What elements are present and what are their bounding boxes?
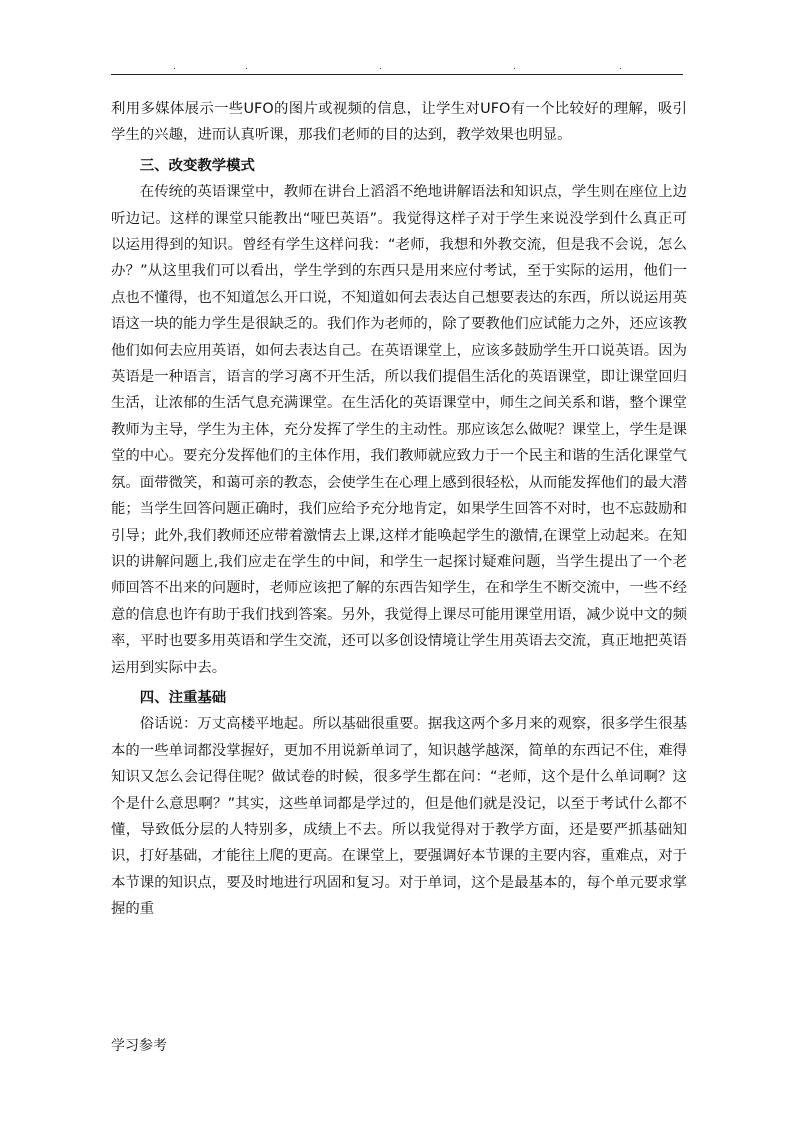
paragraph-teaching-mode: 在传统的英语课堂中，教师在讲台上滔滔不绝地讲解语法和知识点，学生则在座位上边听边记。这样的课堂只能教出“哑巴英语”。我觉得这样子对于学生来说没学到什么真正可以运用得到的知识。曾经有学生这样问我：“老师，我想和外教交流，但是我不会说，怎么办？”从这里我们可以看出，学生学到的东西只是用来应付考试，至于实际的运用，他们一点也不懂得，也不知道怎么开口说，不知道如何去表达自己想要表达的东西，所以说运用英语这一块的能力学生是很缺乏的。我们作为老师的，除了要教他们应试能力之外，还应该教他们如何去应用英语，如何去表达自己。在英语课堂上，应该多鼓励学生开口说英语。因为英语是一种语言，语言的学习离不开生活，所以我们提倡生活化的英语课堂，即让课堂回归生活，让浓郁的生活气息充满课堂。在生活化的英语课堂中，师生之间关系和谐，整个课堂教师为主导，学生为主体，充分发挥了学生的主动性。那应该怎么做呢？课堂上，学生是课堂的中心。要充分发挥他们的主体作用，我们教师就应致力于一个民主和谐的生活化课堂气氛。面带微笑，和蔼可亲的教态，会使学生在心理上感到很轻松，从而能发挥他们的最大潜能；当学生回答问题正确时，我们应给予充分地肯定，如果学生回答不对时，也不忘鼓励和引导；此外,我们教师还应带着激情去上课,这样才能唤起学生的激情,在课堂上动起来。在知识的讲解问题上,我们应走在学生的中间，和学生一起探讨疑难问题，当学生提出了一个老师回答不出来的问题时，老师应该把了解的东西告知学生，在和学生不断交流中，一些不经意的信息也许有助于我们找到答案。另外，我觉得上课尽可能用课堂用语，减少说中文的频率，平时也要多用英语和学生交流，还可以多创设情境让学生用英语去交流，真正地把英语运用到实际中去。	[111, 184, 687, 676]
document-body	[111, 96, 687, 923]
header-dot: .	[619, 62, 622, 72]
header-dot: .	[173, 62, 176, 72]
section-heading-3: 三、改变教学模式	[139, 157, 255, 174]
paragraph-basics: 俗话说：万丈高楼平地起。所以基础很重要。据我这两个多月来的观察，很多学生很基本的一些单词都没掌握好，更加不用说新单词了，知识越学越深，简单的东西记不住，难得知识又怎么会记得住呢？做试卷的时候，很多学生都在问：“老师，这个是什么单词啊？这个是什么意思啊？”其实，这些单词都是学过的，但是他们就是没记，以至于考试什么都不懂，导致低分层的人特别多，成绩上不去。所以我觉得对于教学方面，还是要严抓基础知识，打好基础，才能往上爬的更高。在课堂上，要强调好本节课的主要内容，重难点，对于本节课的知识点，要及时地进行巩固和复习。对于单词，这个是最基本的，每个单元要求掌握的重	[111, 716, 687, 918]
page-footer: 学习参考	[111, 1038, 167, 1054]
header-dot: .	[513, 62, 516, 72]
paragraph-ufo-continuation: 利用多媒体展示一些UFO的图片或视频的信息，让学生对UFO有一个比较好的理解，吸引学生的兴趣，进而认真听课，那我们老师的目的达到，教学效果也明显。	[111, 101, 687, 144]
header-dot: .	[379, 62, 382, 72]
section-heading-4: 四、注重基础	[139, 689, 227, 706]
page-header	[111, 54, 683, 75]
header-dot: .	[245, 62, 248, 72]
